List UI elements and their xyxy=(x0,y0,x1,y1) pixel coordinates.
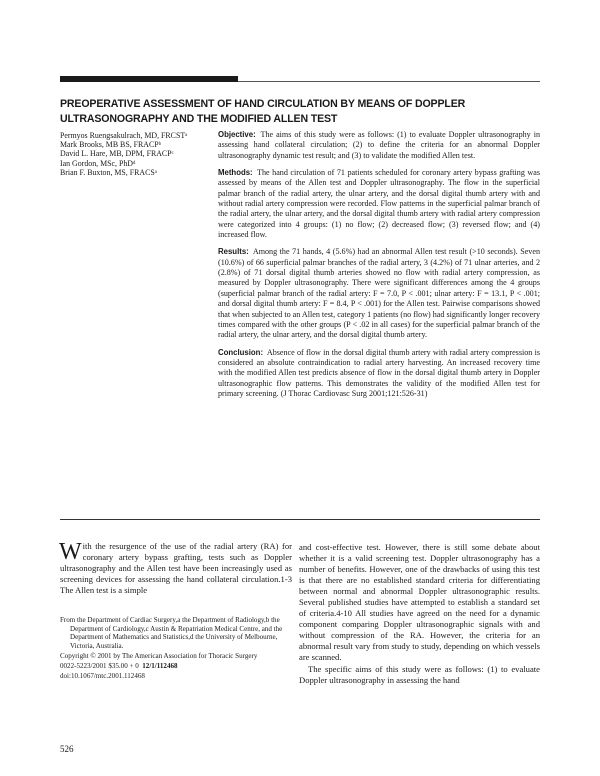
footnotes xyxy=(60,616,292,682)
issn-prefix: 0022-5223/2001 $35.00 + 0 xyxy=(60,661,139,670)
abstract-conclusion xyxy=(218,348,540,400)
results-text: Among the 71 hands, 4 (5.6%) had an abnormal Allen test result (>10 seconds). Seven (10.6%) of 66 superficial palmar branches of the radial artery, 3 (4.2%) of 71 ulnar arteries, and 2 (2.8%) of 71 dorsal digital thumb arteries showed no flow with radial artery compression, as measured by Doppler ultrasonography. There were significant differences among the 4 groups (superficial palmar branch of the radial artery: F = 7.0, P < .001; ulnar artery: F = 13.1, P < .001; and dorsal digital thumb artery: F = 8.4, P < .001) for the Allen test. Pairwise comparisons showed that when subjected to an Allen test, category 1 patients (no flow) had significantly longer recovery times compared with the other groups (P < .02 in all cases) for the superficial palmar branch of the radial artery, the ulnar artery, and the dorsal digital thumb artery. xyxy=(218,247,540,340)
abstract xyxy=(218,130,540,406)
author-2: Mark Brooks, MB BS, FRACPᵇ xyxy=(60,140,162,150)
issn-code: 12/1/112468 xyxy=(142,661,178,670)
author-1: Permyos Ruengsakulrach, MD, FRCSTᵃ xyxy=(60,131,188,140)
issn-line xyxy=(60,662,292,671)
abstract-methods xyxy=(218,168,540,240)
objective-label: Objective: xyxy=(218,130,256,139)
header-rule-thin xyxy=(238,81,540,82)
body-right-column xyxy=(299,542,540,686)
body-left-column xyxy=(60,541,292,596)
doi-line: doi:10.1067/mtc.2001.112468 xyxy=(60,672,145,681)
author-5: Brian F. Buxton, MS, FRACSᵃ xyxy=(60,167,157,177)
author-3: David L. Hare, MB, DPM, FRACPᶜ xyxy=(60,149,174,159)
copyright-note: Copyright © 2001 by The American Association for Thoracic Surgery xyxy=(60,651,258,660)
intro-text: ith the resurgence of the use of the radial artery (RA) for coronary artery bypass grafting, tests such as Doppler ultrasonography and the Allen test have been increasingly used as screening devices for assessing the hand collateral circulation.1-3 The Allen test is a simple xyxy=(60,541,292,596)
results-label: Results: xyxy=(218,247,249,257)
article-title xyxy=(60,97,530,126)
section-divider xyxy=(60,519,540,520)
drop-cap: W xyxy=(59,539,82,565)
right-paragraph-1: and cost-effective test. However, there is still some debate about whether it is a valid screening test. Doppler ultrasonography has a number of benefits. However, one of the drawbacks of using this test is that there are no established standard criteria for differentiating between normal and abnormal Doppler ultrasonographic results. Several published studies have attempted to establish a standard set of criteria.4-10 All studies have agreed on the need for a dynamic component comparing Doppler ultrasonographic signals with and without compression of the RA. However, the criteria for an abnormal result vary from study to study, depending on which vessels are scanned. xyxy=(299,542,540,663)
methods-label: Methods: xyxy=(218,168,253,178)
author-4: Ian Gordon, MSc, PhDᵈ xyxy=(60,158,136,168)
header-rule-thick xyxy=(60,76,238,82)
conclusion-label: Conclusion: xyxy=(218,347,264,357)
intro-paragraph xyxy=(60,541,292,596)
methods-text: The hand circulation of 71 patients scheduled for coronary artery bypass grafting was assessed by means of the Allen test and Doppler ultrasonography. The flow in the superficial palmar branch of the radial artery, the ulnar artery, and the dorsal digital thumb artery with and without radial artery compression were recorded. Flow patterns in the superficial palmar branch of the radial artery, the ulnar artery, and the dorsal digital thumb artery with radial artery compression were categorized into 4 groups: (1) no flow; (2) decreased flow; (3) reversed flow; and (4) increased flow. xyxy=(218,168,540,240)
title-line-1: PREOPERATIVE ASSESSMENT OF HAND CIRCULATION BY MEANS OF DOPPLER xyxy=(60,98,466,110)
conclusion-text: Absence of flow in the dorsal digital thumb artery with radial artery compression is considered an absolute contraindication to radial artery harvesting. An increased recovery time with the modified Allen test predicts absence of flow in the dorsal digital thumb artery in Doppler ultrasonographic flow patterns. This demonstrates the validity of the modified Allen test for primary screening. (J Thorac Cardiovasc Surg 2001;121:526-31) xyxy=(218,347,540,398)
title-line-2: ULTRASONOGRAPHY AND THE MODIFIED ALLEN TEST xyxy=(60,112,338,125)
right-paragraph-2: The specific aims of this study were as follows: (1) to evaluate Doppler ultrasonography in assessing the hand xyxy=(299,663,540,685)
abstract-objective xyxy=(218,130,540,161)
objective-text: The aims of this study were as follows: (1) to evaluate Doppler ultrasonography in assessing hand collateral circulation; (2) to define the criteria for an abnormal Doppler ultrasonography dynamic test result; and (3) to validate the modified Allen test. xyxy=(218,130,540,160)
abstract-results xyxy=(218,247,540,340)
page-number: 526 xyxy=(60,744,74,754)
affiliations-note: From the Department of Cardiac Surgery,a the Department of Radiology,b the Department of Cardiology,c Austin & Repatriation Medical Centre, and the Department of Mathematics and Statistics,d the University of Melbourne, Victoria, Australia. xyxy=(60,616,283,650)
author-list xyxy=(60,131,210,177)
